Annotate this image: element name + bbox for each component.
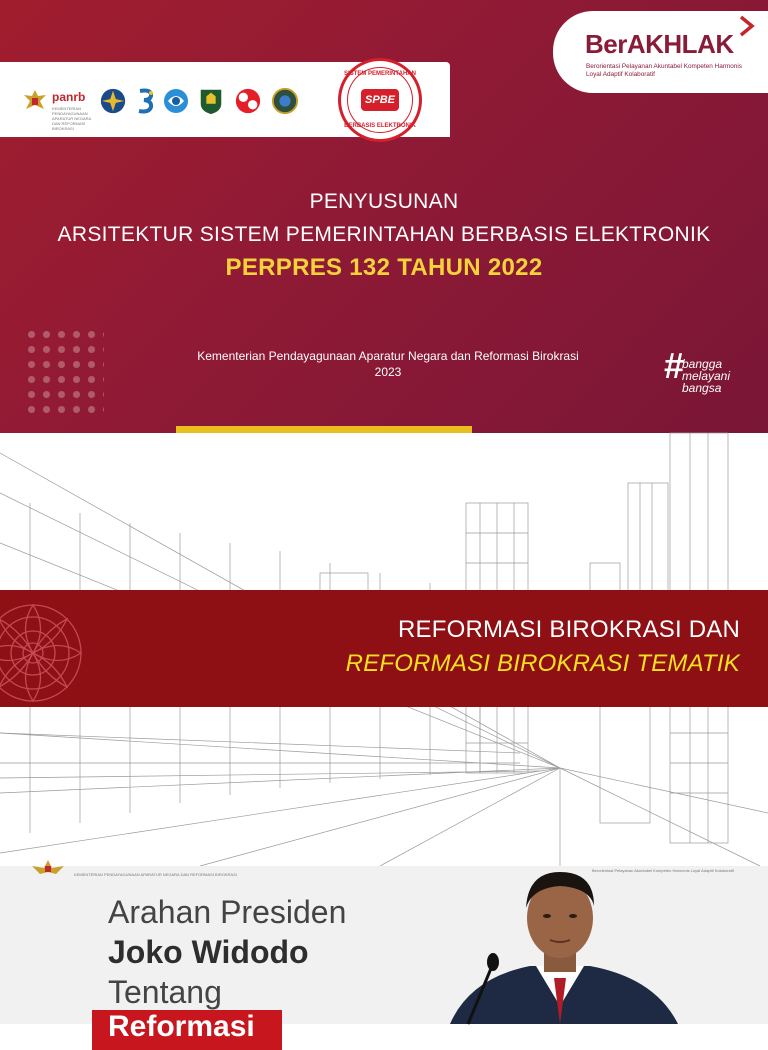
spbe-seal-core: SPBE [361, 89, 399, 111]
ministry-year: 2023 [374, 365, 402, 379]
title-banner [0, 590, 768, 707]
slide-reformasi [0, 433, 768, 866]
brin-logo-icon [270, 87, 300, 115]
title-line-1: PENYUSUNAN [309, 190, 459, 213]
bssn-logo-icon [233, 87, 263, 115]
gold-accent-bar [176, 426, 472, 433]
garuda-emblem-icon [28, 860, 68, 884]
bangga-word-2: melayani [682, 369, 731, 383]
slide3-line-3: Tentang [108, 974, 222, 1010]
spbe-seal-bottom-text: BERBASIS ELEKTRONIK [344, 123, 416, 129]
spbe-seal-top-text: SISTEM PEMERINTAHAN [344, 71, 416, 77]
slide3-line-4: Reformasi [92, 1010, 282, 1050]
slide3-line-2: Joko Widodo [108, 934, 309, 970]
ministry-caption [100, 348, 676, 380]
slide3-berakhlak-text: Berorientasi Pelayanan Akuntabel Kompeten Harmonis Loyal Adaptif Kolaboratif [592, 868, 734, 873]
chevron-right-icon [737, 15, 757, 37]
president-photo [440, 866, 680, 1024]
slide3-ministry-text: KEMENTERIAN PENDAYAGUNAAN APARATUR NEGARA DAN REFORMASI BIROKRASI [74, 872, 237, 877]
mandala-ornament-icon [0, 598, 96, 708]
panrb-logo-subtitle: KEMENTERIAN PENDAYAGUNAAN APARATUR NEGARA DAN REFORMASI BIROKRASI [52, 106, 91, 131]
panrb-logo-label: panrb [52, 90, 86, 104]
banner-line-2: REFORMASI BIROKRASI TEMATIK [345, 650, 740, 677]
banner-line-1: REFORMASI BIROKRASI DAN [398, 616, 740, 643]
title-line-2: ARSITEKTUR SISTEM PEMERINTAHAN BERBASIS ELEKTRONIK [57, 223, 711, 246]
garuda-emblem-icon [22, 87, 48, 115]
kominfo-logo-icon [162, 87, 190, 115]
decorative-dot-grid [24, 327, 104, 417]
bangga-word-3: bangsa [682, 381, 722, 395]
bangga-word-1: bangga [682, 357, 723, 371]
spbe-seal-logo [338, 58, 422, 142]
ministry-name: Kementerian Pendayagunaan Aparatur Negara dan Reformasi Birokrasi [197, 349, 579, 363]
slide3-line-1: Arahan Presiden [108, 894, 347, 930]
home-affairs-logo-icon [198, 87, 224, 115]
berakhlak-badge [553, 11, 768, 93]
title-line-3: PERPRES 132 TAHUN 2022 [225, 254, 543, 281]
bappenas-logo-icon [136, 87, 156, 115]
hashtag-icon: # [664, 345, 685, 386]
berakhlak-tagline: Berorientasi Pelayanan Akuntabel Kompeten Harmonis Loyal Adaptif Kolaboratif [586, 63, 742, 78]
slide-cover [0, 0, 768, 433]
berakhlak-brand: BerAKHLAK [585, 29, 734, 59]
ministry-finance-logo-icon [98, 87, 128, 115]
slide-arahan-presiden [0, 866, 768, 1043]
